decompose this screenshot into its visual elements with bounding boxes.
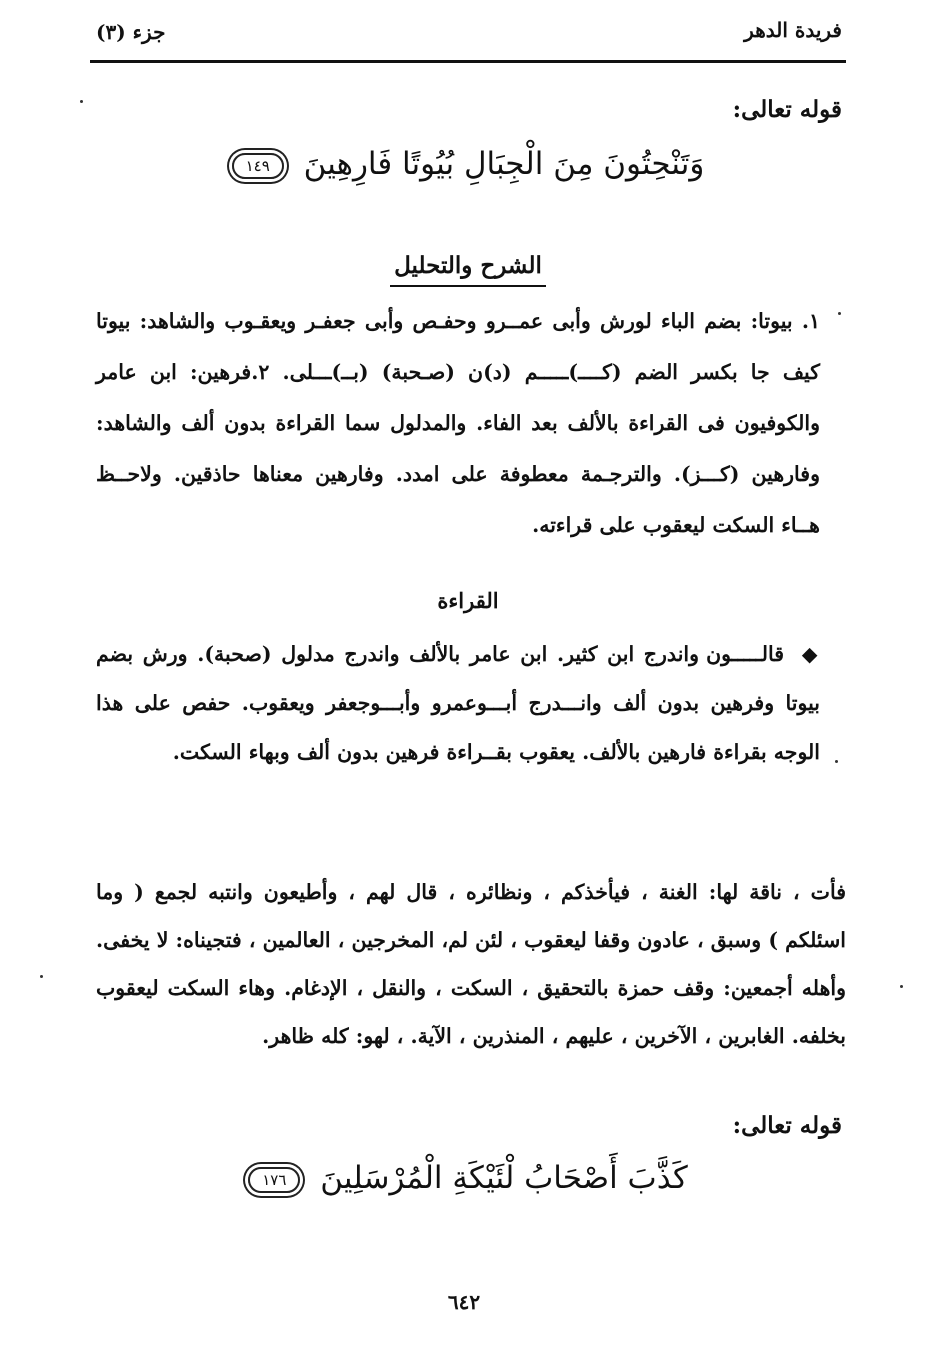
scan-speck [80,100,83,103]
verse-number-badge: ١٤٩ [232,153,284,179]
verse-text: وَتَنْحِتُونَ مِنَ الْجِبَالِ بُيُوتًا فَارِهِينَ [303,146,705,182]
analysis-heading-text: الشرح والتحليل [390,252,546,287]
reading-text: قالـــــون واندرج ابن كثير. ابن عامر بالألف واندرج مدلول (صحبة). ورش بضم بيوتا وفرهين بدون ألف وانـــدرج أبـــوعمرو وأبـــوجعفر ويعقوب. حفص على هذا الوجه بقراءة فارهين بالألف. يعقوب بقــراءة فرهين بدون ألف وبهاء السكت. [96,642,820,764]
scan-speck [838,312,841,315]
reading-heading: القراءة [437,588,499,613]
verse-text-2: كَذَّبَ أَصْحَابُ لْئَيْكَةِ الْمُرْسَلِينَ [320,1160,688,1196]
diamond-bullet-icon: ◆ [801,642,821,666]
analysis-text: بيوتا: بضم الباء لورش وأبى عمــرو وحفـص وأبى جعفـر ويعقـوب والشاهد: بيوتا كيف جا بكسر الضم (كــــ)ـــــم (د)ن (صـحبة) (بــ)ـــلى. ٢.فرهين: ابن عامر والكوفيون فى القراءة بالألف بعد الفاء. والمدلول سما القراءة بدون ألف والشاهد: وفارهين (كـــز). والترجـمة معطوفة على امدد. وفارهين معناها حاذقين. ولاحــظ هــاء السكت ليعقوب على قراءته. [96,309,820,537]
verse-number-badge-2: ١٧٦ [248,1167,300,1193]
scan-speck [835,760,838,763]
page-number: ٦٤٢ [447,1290,481,1314]
notes-paragraph: فأت ، ناقة لها: الغنة ، فيأخذكم ، ونظائره ، قال لهم ، وأطيعون وانتبه لجمع ( وما اسئلكم ) وسبق ، عادون وقفا ليعقوب ، لئن لم، المخرجين ، العالمين ، فتجيناه: لا يخفى. وأهله أجمعين: وقف حمزة بالتحقيق ، السكت ، والنقل ، الإدغام. وهاء السكت ليعقوب بخلفه. الغابرين ، الآخرين ، عليهم ، المنذرين ، الآية. ، لهو: كله ظاهر. [96,880,846,1048]
quran-verse-149 [90,146,846,182]
header-divider [90,60,846,63]
running-head-title: فريدة الدهر [744,18,842,42]
scan-speck [900,985,903,988]
analysis-paragraph [96,296,820,551]
reading-paragraph [96,630,820,777]
analysis-heading [90,252,846,279]
analysis-number: ١. [801,309,821,333]
running-head-volume: جزء (٣) [96,20,166,44]
quran-verse-176 [90,1160,846,1196]
verse-intro-label-2: قوله تعالى: [732,1112,842,1139]
scan-speck [40,975,43,978]
verse-intro-label: قوله تعالى: [732,96,842,123]
